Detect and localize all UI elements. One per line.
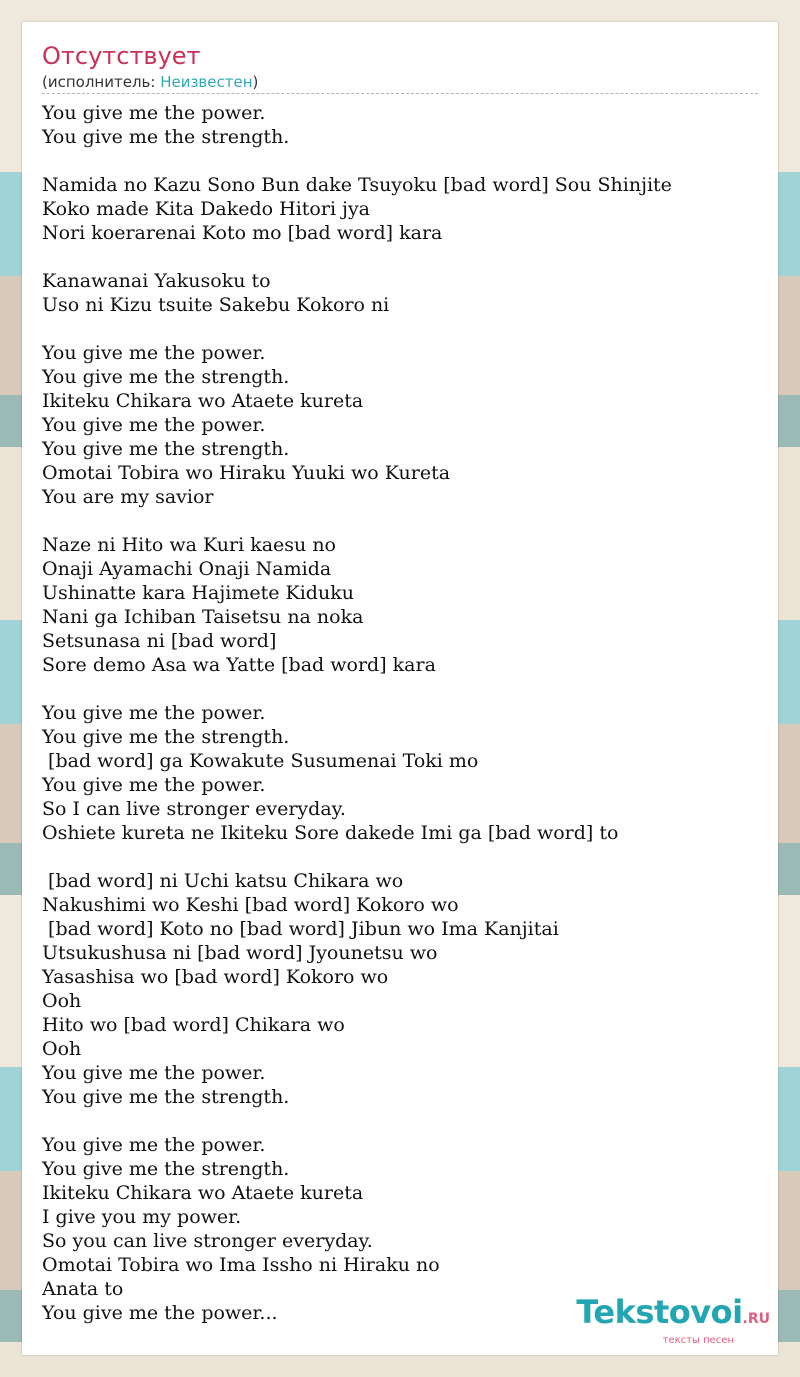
lyric-line: Namida no Kazu Sono Bun dake Tsuyoku [bad word] Sou Shinjite <box>42 174 672 196</box>
lyric-line: You give me the strength. <box>42 366 290 388</box>
lyric-line: You give me the power. <box>42 414 266 436</box>
lyric-line: Yasashisa wo [bad word] Kokoro wo <box>42 966 389 988</box>
lyric-line: Ikiteku Chikara wo Ataete kureta <box>42 1182 364 1204</box>
lyric-line: Ooh <box>42 990 82 1012</box>
lyrics-body <box>42 101 758 1325</box>
lyric-line: Kanawanai Yakusoku to <box>42 270 271 292</box>
lyric-line: You give me the power. <box>42 1062 266 1084</box>
lyric-line: You give me the strength. <box>42 126 290 148</box>
lyric-line: Omotai Tobira wo Hiraku Yuuki wo Kureta <box>42 462 451 484</box>
lyric-line: Ooh <box>42 1038 82 1060</box>
artist-link[interactable]: Неизвестен <box>160 73 253 91</box>
song-title: Отсутствует <box>42 42 201 70</box>
lyric-line <box>42 509 758 533</box>
lyric-line: You give me the power. <box>42 342 266 364</box>
lyric-line: You are my savior <box>42 486 214 508</box>
lyric-line: Nani ga Ichiban Taisetsu na noka <box>42 606 364 628</box>
lyric-line: Oshiete kureta ne Ikiteku Sore dakede Imi ga [bad word] to <box>42 822 619 844</box>
lyric-line: So you can live stronger everyday. <box>42 1230 373 1252</box>
lyric-line: You give me the strength. <box>42 1158 290 1180</box>
lyric-line: Utsukushusa ni [bad word] Jyounetsu wo <box>42 942 438 964</box>
lyric-line <box>42 245 758 269</box>
lyric-line: Hito wo [bad word] Chikara wo <box>42 1014 345 1036</box>
lyric-line: [bad word] Koto no [bad word] Jibun wo Ima Kanjitai <box>42 918 559 940</box>
logo-wordmark <box>576 1293 770 1335</box>
artist-line <box>42 72 758 92</box>
lyric-line: Nori koerarenai Koto mo [bad word] kara <box>42 222 443 244</box>
lyric-line: You give me the power. <box>42 774 266 796</box>
lyric-line: Onaji Ayamachi Onaji Namida <box>42 558 332 580</box>
lyric-line: Ikiteku Chikara wo Ataete kureta <box>42 390 364 412</box>
lyric-line: Uso ni Kizu tsuite Sakebu Kokoro ni <box>42 294 390 316</box>
lyric-line: Nakushimi wo Keshi [bad word] Kokoro wo <box>42 894 459 916</box>
lyric-line: You give me the strength. <box>42 1086 290 1108</box>
site-logo[interactable] <box>576 1293 770 1347</box>
lyrics-card <box>22 22 778 1355</box>
lyric-line: Setsunasa ni [bad word] <box>42 630 277 652</box>
lyric-line: Naze ni Hito wa Kuri kaesu no <box>42 534 336 556</box>
lyric-line: [bad word] ni Uchi katsu Chikara wo <box>42 870 404 892</box>
lyric-line <box>42 317 758 341</box>
lyric-line: Sore demo Asa wa Yatte [bad word] kara <box>42 654 436 676</box>
lyric-line: [bad word] ga Kowakute Susumenai Toki mo <box>42 750 479 772</box>
lyric-line: Koko made Kita Dakedo Hitori jya <box>42 198 371 220</box>
song-header <box>42 40 758 94</box>
lyric-line: You give me the power. <box>42 1134 266 1156</box>
lyric-line: I give you my power. <box>42 1206 242 1228</box>
lyric-line <box>42 1109 758 1133</box>
lyric-line: Anata to <box>42 1278 124 1300</box>
lyric-line <box>42 149 758 173</box>
lyric-line: You give me the power. <box>42 102 266 124</box>
logo-subtitle: тексты песен <box>662 1335 734 1346</box>
logo-tld: .RU <box>742 1311 770 1327</box>
lyric-line <box>42 677 758 701</box>
lyric-line: You give me the power. <box>42 702 266 724</box>
lyric-line: You give me the power... <box>42 1302 278 1324</box>
lyric-line <box>42 845 758 869</box>
artist-suffix: ) <box>252 73 259 91</box>
lyric-line: Ushinatte kara Hajimete Kiduku <box>42 582 354 604</box>
logo-name: Tekstovoi <box>576 1293 743 1331</box>
lyric-line: You give me the strength. <box>42 726 290 748</box>
lyric-line: Omotai Tobira wo Ima Issho ni Hiraku no <box>42 1254 440 1276</box>
artist-prefix: (исполнитель: <box>42 73 161 91</box>
lyric-line: So I can live stronger everyday. <box>42 798 346 820</box>
lyric-line: You give me the strength. <box>42 438 290 460</box>
